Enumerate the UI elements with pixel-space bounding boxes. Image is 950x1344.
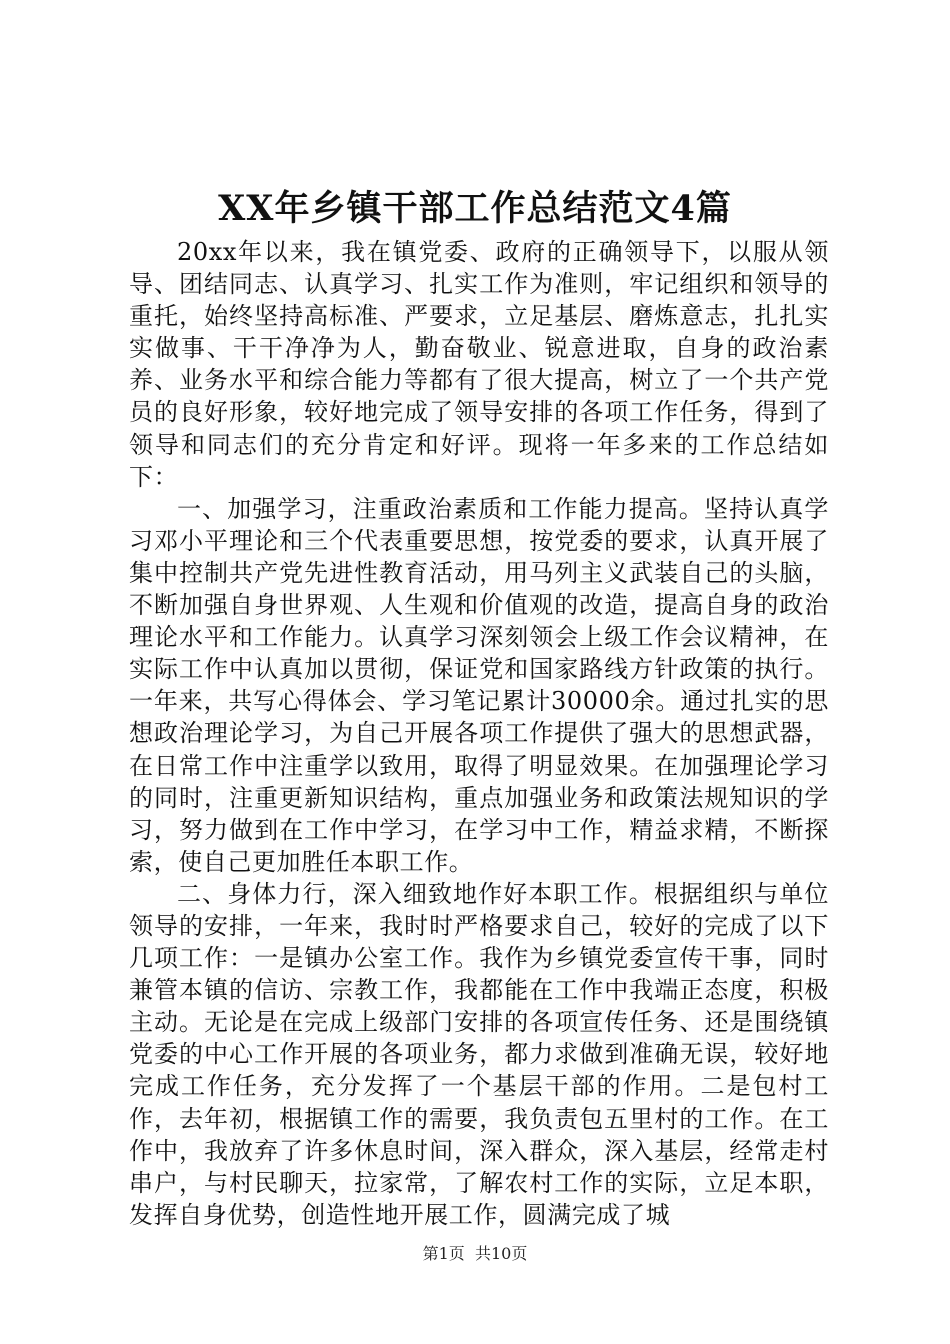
document-body (129, 236, 829, 1231)
paragraph-intro: 20xx年以来，我在镇党委、政府的正确领导下，以服从领导、团结同志、认真学习、扎实工作为准则，牢记组织和领导的重托，始终坚持高标准、严要求，立足基层、磨炼意志，扎扎实实做事、干干净净为人，勤奋敬业、锐意进取，自身的政治素养、业务水平和综合能力等都有了很大提高，树立了一个共产党员的良好形象，较好地完成了领导安排的各项工作任务，得到了领导和同志们的充分肯定和好评。现将一年多来的工作总结如下： (129, 238, 829, 491)
page-footer (0, 1243, 950, 1265)
footer-separator (465, 1244, 475, 1263)
paragraph-section-1: 一、加强学习，注重政治素质和工作能力提高。坚持认真学习邓小平理论和三个代表重要思想，按党委的要求，认真开展了集中控制共产党先进性教育活动，用马列主义武装自己的头脑，不断加强自身世界观、人生观和价值观的改造，提高自身的政治理论水平和工作能力。认真学习深刻领会上级工作会议精神，在实际工作中认真加以贯彻，保证党和国家路线方针政策的执行。一年来，共写心得体会、学习笔记累计30000余。通过扎实的思想政治理论学习，为自己开展各项工作提供了强大的思想武器，在日常工作中注重学以致用，取得了明显效果。在加强理论学习的同时，注重更新知识结构，重点加强业务和政策法规知识的学习，努力做到在工作中学习，在学习中工作，精益求精，不断探索，使自己更加胜任本职工作。 (129, 494, 829, 876)
document-title: XX年乡镇干部工作总结范文4篇 (218, 188, 732, 229)
page-number: 第1页 (422, 1244, 465, 1263)
page-total: 共10页 (474, 1244, 528, 1263)
paragraph-section-2: 二、身体力行，深入细致地作好本职工作。根据组织与单位领导的安排，一年来，我时时严格要求自己，较好的完成了以下几项工作：一是镇办公室工作。我作为乡镇党委宣传干事，同时兼管本镇的信访、宗教工作，我都能在工作中我端正态度，积极主动。无论是在完成上级部门安排的各项宣传任务、还是围绕镇党委的中心工作开展的各项业务，都力求做到准确无误，较好地完成工作任务，充分发挥了一个基层干部的作用。二是包村工作，去年初，根据镇工作的需要，我负责包五里村的工作。在工作中，我放弃了许多休息时间，深入群众，深入基层，经常走村串户，与村民聊天，拉家常，了解农村工作的实际，立足本职，发挥自身优势，创造性地开展工作，圆满完成了城 (129, 879, 829, 1229)
